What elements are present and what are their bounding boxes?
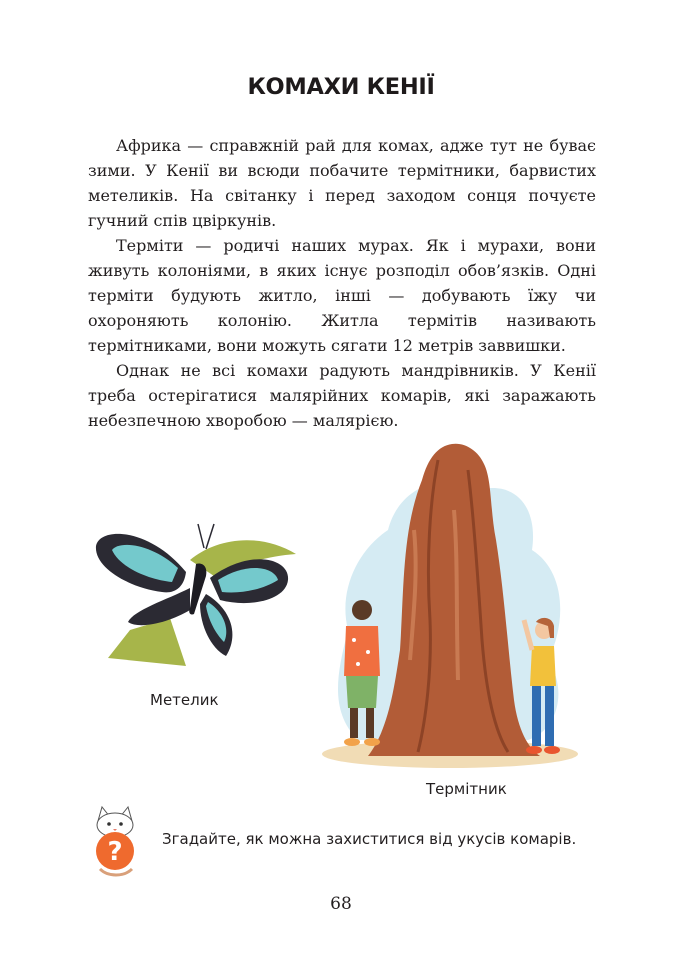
paragraph-intro: Африка — справжній рай для комах, адже тут не буває зими. У Кенії ви всюди побачите термітники, барвистих метеликів. На світанку і перед заходом сонця почуєте гучний спів цвіркунів. bbox=[88, 136, 596, 230]
hindwing-left bbox=[128, 588, 190, 625]
paragraph-mosquitoes: Однак не всі комахи радують мандрівників. У Кенії треба остерігатися малярійних комарів, які заражають небезпечною хворобою — малярією. bbox=[88, 361, 596, 430]
page-number: 68 bbox=[330, 894, 352, 914]
task-question: Згадайте, як можна захиститися від укусів комарів. bbox=[162, 830, 577, 848]
page-title: КОМАХИ КЕНІЇ bbox=[247, 74, 435, 100]
question-cat-icon bbox=[84, 803, 146, 877]
butterfly-illustration bbox=[90, 518, 302, 670]
butterfly-caption: Метелик bbox=[150, 691, 219, 709]
termite-mound-illustration bbox=[318, 440, 584, 772]
main-text bbox=[88, 133, 596, 433]
termite-mound-caption: Термітник bbox=[426, 780, 507, 798]
paragraph-termites: Терміти — родичі наших мурах. Як і мурахи, вони живуть колоніями, в яких існує розподіл обов’язків. Одні терміти будують житло, інші — добувають їжу чи охороняють колонію. Житла термітів називають термітниками, вони можуть сягати 12 метрів заввишки. bbox=[88, 236, 596, 355]
svg-text:?: ? bbox=[107, 837, 123, 867]
leaf-shape bbox=[108, 618, 186, 666]
